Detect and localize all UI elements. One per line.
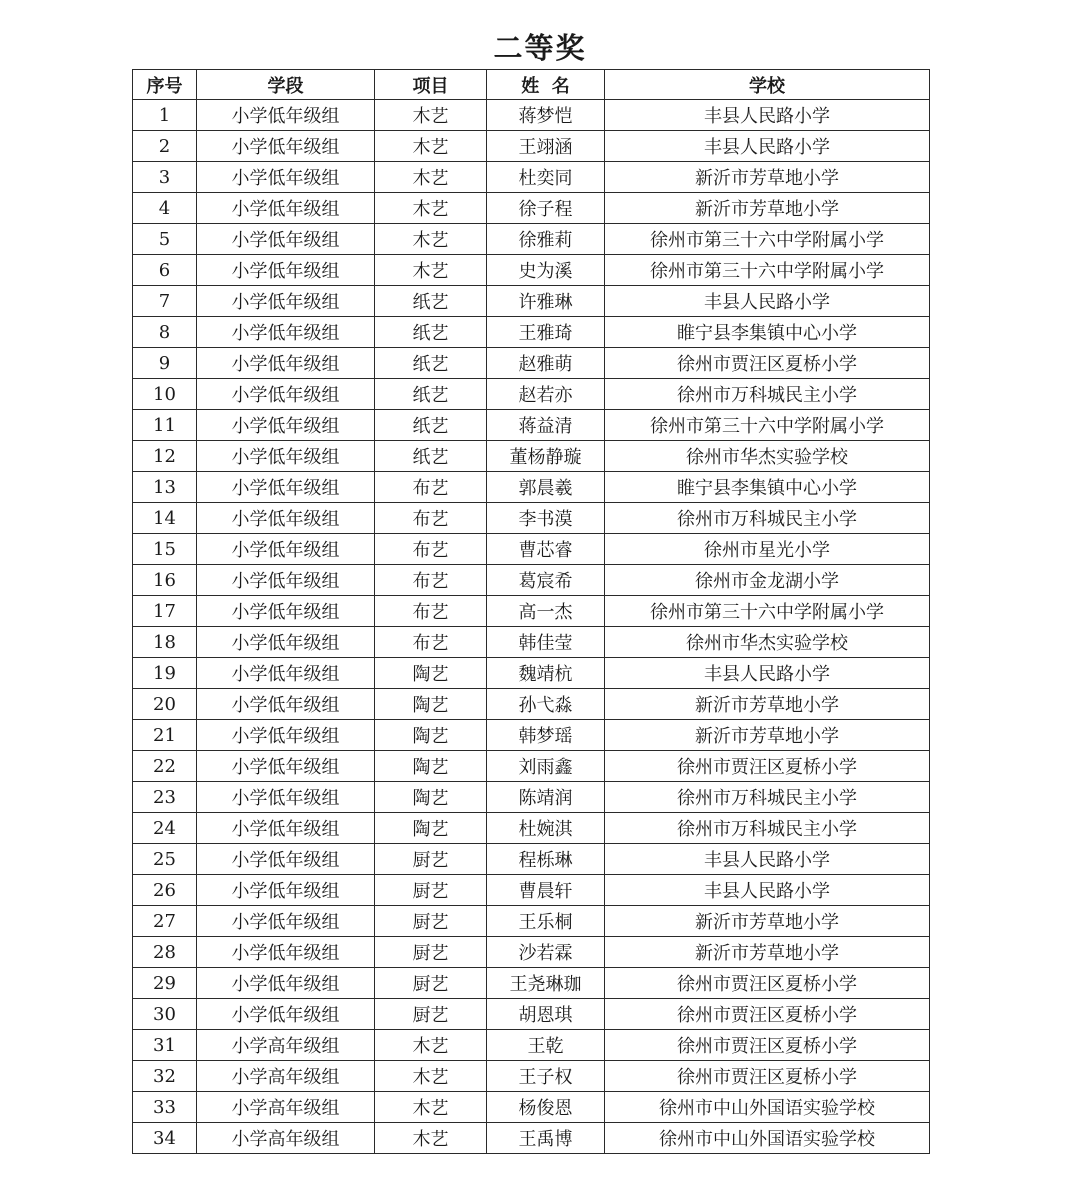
table-row: [133, 348, 930, 379]
table-row: [133, 441, 930, 472]
cell-school: 新沂市芳草地小学: [605, 937, 930, 968]
table-row: [133, 1123, 930, 1154]
cell-school: 新沂市芳草地小学: [605, 193, 930, 224]
cell-name: 高一杰: [487, 596, 605, 627]
cell-stage: 小学低年级组: [197, 565, 375, 596]
table-row: [133, 627, 930, 658]
cell-item: 厨艺: [375, 968, 487, 999]
cell-no: 13: [133, 472, 197, 503]
cell-school: 丰县人民路小学: [605, 286, 930, 317]
table-row: [133, 162, 930, 193]
cell-no: 6: [133, 255, 197, 286]
cell-school: 新沂市芳草地小学: [605, 162, 930, 193]
cell-item: 木艺: [375, 1061, 487, 1092]
table-row: [133, 875, 930, 906]
cell-no: 5: [133, 224, 197, 255]
cell-school: 丰县人民路小学: [605, 875, 930, 906]
cell-item: 陶艺: [375, 689, 487, 720]
cell-name: 王子权: [487, 1061, 605, 1092]
cell-no: 17: [133, 596, 197, 627]
cell-school: 丰县人民路小学: [605, 100, 930, 131]
cell-item: 陶艺: [375, 658, 487, 689]
cell-stage: 小学低年级组: [197, 720, 375, 751]
cell-stage: 小学高年级组: [197, 1061, 375, 1092]
cell-no: 32: [133, 1061, 197, 1092]
cell-name: 韩佳莹: [487, 627, 605, 658]
cell-item: 厨艺: [375, 937, 487, 968]
cell-no: 23: [133, 782, 197, 813]
cell-item: 陶艺: [375, 751, 487, 782]
cell-name: 沙若霖: [487, 937, 605, 968]
cell-name: 曹晨轩: [487, 875, 605, 906]
cell-name: 杜婉淇: [487, 813, 605, 844]
table-row: [133, 968, 930, 999]
cell-item: 陶艺: [375, 782, 487, 813]
cell-name: 王翊涵: [487, 131, 605, 162]
header-item: 项目: [375, 70, 487, 100]
cell-school: 新沂市芳草地小学: [605, 689, 930, 720]
cell-name: 徐雅莉: [487, 224, 605, 255]
cell-no: 2: [133, 131, 197, 162]
cell-stage: 小学低年级组: [197, 596, 375, 627]
header-stage: 学段: [197, 70, 375, 100]
cell-stage: 小学低年级组: [197, 379, 375, 410]
cell-no: 22: [133, 751, 197, 782]
cell-item: 纸艺: [375, 286, 487, 317]
cell-school: 新沂市芳草地小学: [605, 906, 930, 937]
cell-no: 12: [133, 441, 197, 472]
cell-school: 徐州市第三十六中学附属小学: [605, 255, 930, 286]
cell-item: 木艺: [375, 1030, 487, 1061]
cell-school: 丰县人民路小学: [605, 658, 930, 689]
cell-stage: 小学高年级组: [197, 1030, 375, 1061]
table-row: [133, 751, 930, 782]
table-row: [133, 224, 930, 255]
cell-stage: 小学低年级组: [197, 782, 375, 813]
cell-item: 布艺: [375, 596, 487, 627]
cell-no: 31: [133, 1030, 197, 1061]
cell-school: 徐州市贾汪区夏桥小学: [605, 751, 930, 782]
cell-no: 26: [133, 875, 197, 906]
cell-item: 布艺: [375, 565, 487, 596]
page-title: 二等奖: [493, 31, 587, 65]
cell-stage: 小学低年级组: [197, 224, 375, 255]
cell-name: 赵雅萌: [487, 348, 605, 379]
table-row: [133, 193, 930, 224]
cell-name: 徐子程: [487, 193, 605, 224]
cell-stage: 小学低年级组: [197, 472, 375, 503]
cell-item: 陶艺: [375, 813, 487, 844]
cell-stage: 小学低年级组: [197, 627, 375, 658]
cell-no: 20: [133, 689, 197, 720]
table-row: [133, 720, 930, 751]
cell-item: 纸艺: [375, 441, 487, 472]
cell-no: 16: [133, 565, 197, 596]
cell-name: 葛宸希: [487, 565, 605, 596]
cell-name: 孙弋淼: [487, 689, 605, 720]
cell-no: 11: [133, 410, 197, 441]
cell-stage: 小学高年级组: [197, 1123, 375, 1154]
cell-name: 李书漠: [487, 503, 605, 534]
cell-school: 徐州市第三十六中学附属小学: [605, 224, 930, 255]
cell-school: 徐州市贾汪区夏桥小学: [605, 1061, 930, 1092]
cell-item: 布艺: [375, 534, 487, 565]
cell-stage: 小学低年级组: [197, 968, 375, 999]
table-row: [133, 1030, 930, 1061]
cell-no: 18: [133, 627, 197, 658]
table-row: [133, 937, 930, 968]
table-row: [133, 906, 930, 937]
table-row: [133, 379, 930, 410]
table-row: [133, 100, 930, 131]
cell-stage: 小学低年级组: [197, 534, 375, 565]
cell-item: 木艺: [375, 100, 487, 131]
cell-stage: 小学低年级组: [197, 441, 375, 472]
table-row: [133, 131, 930, 162]
cell-no: 15: [133, 534, 197, 565]
cell-no: 34: [133, 1123, 197, 1154]
table-row: [133, 596, 930, 627]
cell-name: 王禹博: [487, 1123, 605, 1154]
table-row: [133, 1061, 930, 1092]
cell-school: 徐州市万科城民主小学: [605, 782, 930, 813]
cell-item: 木艺: [375, 1123, 487, 1154]
table-row: [133, 999, 930, 1030]
cell-no: 8: [133, 317, 197, 348]
cell-stage: 小学低年级组: [197, 751, 375, 782]
cell-school: 徐州市金龙湖小学: [605, 565, 930, 596]
cell-item: 纸艺: [375, 317, 487, 348]
cell-stage: 小学低年级组: [197, 999, 375, 1030]
cell-name: 董杨静璇: [487, 441, 605, 472]
table-row: [133, 813, 930, 844]
cell-name: 赵若亦: [487, 379, 605, 410]
cell-stage: 小学低年级组: [197, 286, 375, 317]
cell-item: 布艺: [375, 627, 487, 658]
cell-stage: 小学低年级组: [197, 844, 375, 875]
cell-school: 徐州市万科城民主小学: [605, 503, 930, 534]
cell-no: 10: [133, 379, 197, 410]
cell-item: 木艺: [375, 162, 487, 193]
cell-name: 王乐桐: [487, 906, 605, 937]
cell-no: 25: [133, 844, 197, 875]
cell-stage: 小学低年级组: [197, 937, 375, 968]
cell-school: 徐州市星光小学: [605, 534, 930, 565]
cell-name: 程栎琳: [487, 844, 605, 875]
cell-name: 杨俊恩: [487, 1092, 605, 1123]
cell-stage: 小学低年级组: [197, 193, 375, 224]
cell-item: 木艺: [375, 193, 487, 224]
cell-name: 王雅琦: [487, 317, 605, 348]
table-row: [133, 503, 930, 534]
cell-school: 睢宁县李集镇中心小学: [605, 317, 930, 348]
cell-name: 魏靖杭: [487, 658, 605, 689]
table-row: [133, 534, 930, 565]
cell-no: 9: [133, 348, 197, 379]
cell-no: 4: [133, 193, 197, 224]
cell-school: 徐州市贾汪区夏桥小学: [605, 968, 930, 999]
cell-no: 3: [133, 162, 197, 193]
cell-no: 19: [133, 658, 197, 689]
cell-stage: 小学低年级组: [197, 503, 375, 534]
cell-school: 徐州市贾汪区夏桥小学: [605, 348, 930, 379]
cell-no: 21: [133, 720, 197, 751]
cell-stage: 小学高年级组: [197, 1092, 375, 1123]
cell-stage: 小学低年级组: [197, 906, 375, 937]
awards-table: [132, 69, 930, 1154]
cell-no: 1: [133, 100, 197, 131]
cell-name: 史为溪: [487, 255, 605, 286]
cell-school: 徐州市万科城民主小学: [605, 379, 930, 410]
cell-name: 郭晨羲: [487, 472, 605, 503]
table-row: [133, 317, 930, 348]
cell-stage: 小学低年级组: [197, 875, 375, 906]
cell-item: 厨艺: [375, 906, 487, 937]
cell-item: 木艺: [375, 131, 487, 162]
cell-no: 29: [133, 968, 197, 999]
header-no: 序号: [133, 70, 197, 100]
cell-stage: 小学低年级组: [197, 317, 375, 348]
header-name: 姓 名: [487, 70, 605, 100]
table-row: [133, 782, 930, 813]
table-row: [133, 689, 930, 720]
cell-stage: 小学低年级组: [197, 689, 375, 720]
cell-stage: 小学低年级组: [197, 410, 375, 441]
cell-item: 厨艺: [375, 999, 487, 1030]
cell-school: 徐州市华杰实验学校: [605, 441, 930, 472]
cell-item: 木艺: [375, 255, 487, 286]
table-header: [133, 70, 930, 100]
cell-no: 7: [133, 286, 197, 317]
cell-stage: 小学低年级组: [197, 131, 375, 162]
cell-no: 33: [133, 1092, 197, 1123]
cell-school: 徐州市贾汪区夏桥小学: [605, 1030, 930, 1061]
table-row: [133, 658, 930, 689]
cell-name: 胡恩琪: [487, 999, 605, 1030]
cell-item: 厨艺: [375, 844, 487, 875]
cell-school: 丰县人民路小学: [605, 131, 930, 162]
cell-name: 陈靖润: [487, 782, 605, 813]
cell-name: 曹芯睿: [487, 534, 605, 565]
cell-school: 丰县人民路小学: [605, 844, 930, 875]
cell-school: 徐州市贾汪区夏桥小学: [605, 999, 930, 1030]
table-row: [133, 1092, 930, 1123]
cell-no: 14: [133, 503, 197, 534]
table-row: [133, 472, 930, 503]
cell-no: 28: [133, 937, 197, 968]
header-row: [133, 70, 930, 100]
table-row: [133, 565, 930, 596]
table-row: [133, 255, 930, 286]
cell-name: 刘雨鑫: [487, 751, 605, 782]
cell-name: 许雅琳: [487, 286, 605, 317]
cell-school: 徐州市万科城民主小学: [605, 813, 930, 844]
cell-name: 王尧琳珈: [487, 968, 605, 999]
table-body: [133, 100, 930, 1154]
cell-no: 27: [133, 906, 197, 937]
cell-stage: 小学低年级组: [197, 348, 375, 379]
cell-item: 布艺: [375, 503, 487, 534]
cell-school: 徐州市中山外国语实验学校: [605, 1092, 930, 1123]
cell-stage: 小学低年级组: [197, 658, 375, 689]
cell-item: 纸艺: [375, 410, 487, 441]
cell-name: 杜奕同: [487, 162, 605, 193]
cell-no: 24: [133, 813, 197, 844]
cell-item: 厨艺: [375, 875, 487, 906]
cell-item: 木艺: [375, 224, 487, 255]
cell-name: 蒋梦恺: [487, 100, 605, 131]
cell-stage: 小学低年级组: [197, 100, 375, 131]
cell-item: 纸艺: [375, 379, 487, 410]
cell-school: 睢宁县李集镇中心小学: [605, 472, 930, 503]
cell-item: 纸艺: [375, 348, 487, 379]
cell-item: 陶艺: [375, 720, 487, 751]
table-row: [133, 844, 930, 875]
table-row: [133, 410, 930, 441]
cell-stage: 小学低年级组: [197, 813, 375, 844]
cell-name: 王乾: [487, 1030, 605, 1061]
cell-no: 30: [133, 999, 197, 1030]
table-row: [133, 286, 930, 317]
cell-item: 布艺: [375, 472, 487, 503]
cell-school: 徐州市中山外国语实验学校: [605, 1123, 930, 1154]
cell-school: 徐州市第三十六中学附属小学: [605, 596, 930, 627]
cell-item: 木艺: [375, 1092, 487, 1123]
cell-stage: 小学低年级组: [197, 255, 375, 286]
cell-name: 蒋益清: [487, 410, 605, 441]
cell-school: 徐州市第三十六中学附属小学: [605, 410, 930, 441]
cell-name: 韩梦瑶: [487, 720, 605, 751]
header-school: 学校: [605, 70, 930, 100]
cell-school: 新沂市芳草地小学: [605, 720, 930, 751]
cell-school: 徐州市华杰实验学校: [605, 627, 930, 658]
cell-stage: 小学低年级组: [197, 162, 375, 193]
